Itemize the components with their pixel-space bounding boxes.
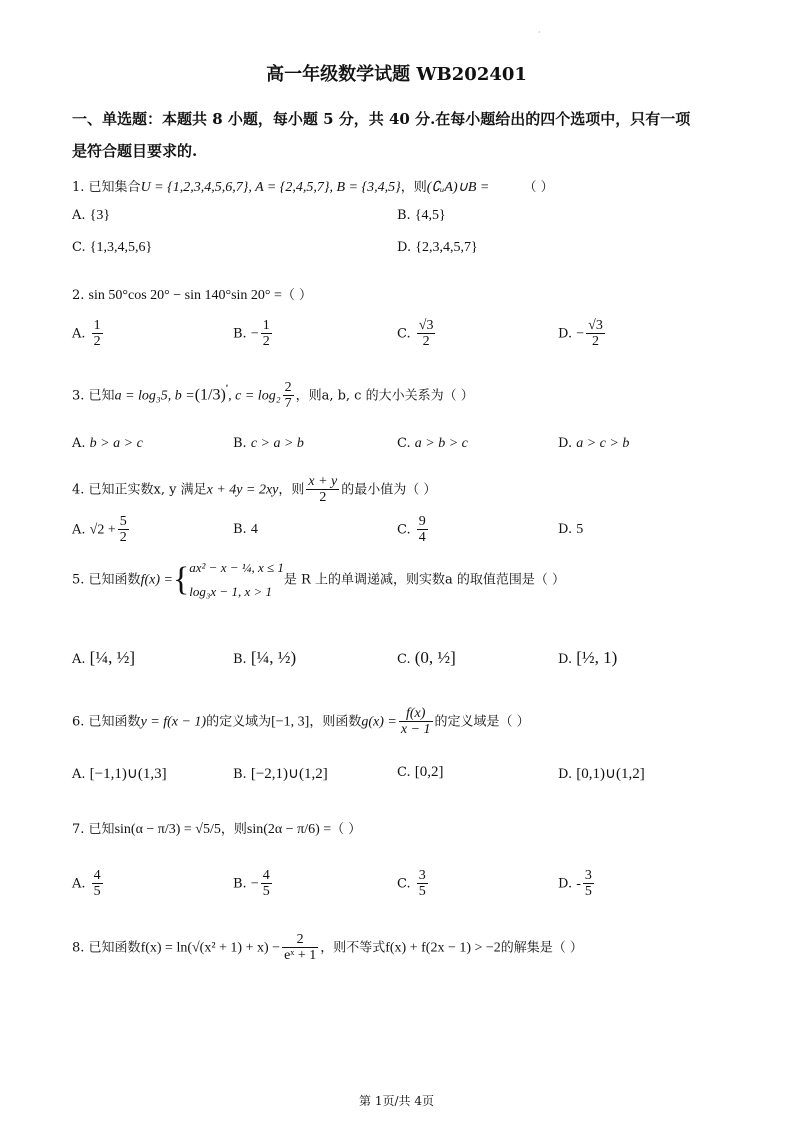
q1-option-d: D. {2,3,4,5,7}: [397, 240, 478, 255]
q5-option-c: C. (0, ½]: [397, 648, 456, 667]
q5-option-d: D. [½, 1): [558, 648, 618, 667]
q5-option-b: B. [¼, ½): [233, 648, 297, 667]
question-2: 2. sin 50°cos 20° − sin 140°sin 20° =（ ）: [72, 288, 313, 303]
q5-piece-2: log₃x − 1, x > 1: [189, 584, 272, 599]
q2-option-d: D. − $\frac{√3}{2}$: [558, 318, 603, 349]
q4-option-c: C. $\frac{9}{4}$: [397, 514, 426, 545]
question-6: 6. 已知函数y = f(x − 1)的定义域为[−1, 3]，则函数g(x) = $\frac{f(x)}{x - 1}$ 的定义域是（ ）: [72, 706, 530, 737]
answer-blank: （ ）: [523, 180, 554, 195]
q3-option-c: C. a > b > c: [397, 436, 468, 451]
q1-tail: (∁ᵤA)∪B =: [426, 180, 490, 195]
question-1: 1. 已知集合U = {1,2,3,4,5,6,7}, A = {2,4,5,7}, B = {3,4,5}，则(∁ᵤA)∪B = （ ）: [72, 180, 554, 195]
section-heading-line2: 是符合题目要求的.: [72, 142, 198, 160]
q2-option-b: B. − $\frac{1}{2}$: [233, 318, 270, 349]
question-8: 8. 已知函数f(x) = ln(√(x² + 1) + x) − $\frac{2}{\text{eˣ + 1}}$ ，则不等式f(x) + f(2x − 1) > −2的解集是（ ）: [72, 932, 583, 963]
q1-option-c: C. {1,3,4,5,6}: [72, 240, 153, 255]
question-4: 4. 已知正实数x, y 满足x + 4y = 2xy，则 $\frac{x + y}{2}$ 的最小值为（ ）: [72, 474, 437, 505]
q6-option-c: C. [0,2]: [397, 764, 444, 780]
q2-expression: sin 50°cos 20° − sin 140°sin 20° =: [88, 288, 282, 303]
q6-option-d: D. [0,1)∪(1,2]: [558, 766, 645, 782]
q2-option-c: C. $\frac{√3}{2}$: [397, 318, 434, 349]
q4-option-a: A. √2 + $\frac{5}{2}$: [72, 514, 127, 545]
q3-option-d: D. a > c > b: [558, 436, 630, 451]
question-3: 3. 已知a = log₃5, $b =(1/3)^ᵉ$, c = log₂ $\frac{2}{7}$ ，则a, b, c 的大小关系为（ ）: [72, 380, 474, 411]
q1-expression: U = {1,2,3,4,5,6,7}, A = {2,4,5,7}, B = {3,4,5}: [140, 180, 401, 195]
q2-option-a: A. $\frac{1}{2}$: [72, 318, 101, 349]
question-5: 5. 已知函数f(x) ={ ax² − x − ¼, x ≤ 1 log₃x − 1, x > 1 是 R 上的单调递减，则实数a 的取值范围是（ ）: [72, 556, 565, 604]
q7-option-a: A. $\frac{4}{5}$: [72, 868, 101, 899]
q1-option-b: B. {4,5}: [397, 208, 446, 223]
q1-option-a: A. {3}: [72, 208, 111, 223]
q4-option-b: B. 4: [233, 522, 258, 537]
question-7: 7. 已知sin(α − π/3) = √5/5，则sin(2α − π/6) =（ ）: [72, 822, 362, 837]
answer-blank: （ ）: [281, 288, 313, 303]
q6-option-a: A. [−1,1)∪(1,3]: [72, 766, 167, 782]
q7-option-c: C. $\frac{3}{5}$: [397, 868, 426, 899]
q3-option-b: B. c > a > b: [233, 436, 304, 451]
section-heading-line1: 一、单选题：本题共 8 小题，每小题 5 分，共 40 分.在每小题给出的四个选项中，只有一项: [72, 110, 691, 128]
scan-mark: ·: [538, 28, 541, 37]
q5-piece-1: ax² − x − ¼, x ≤ 1: [189, 560, 284, 575]
q3-option-a: A. b > a > c: [72, 436, 143, 451]
q7-option-d: D. - $\frac{3}{5}$: [558, 868, 592, 899]
page-title: 高一年级数学试题 WB202401: [266, 64, 527, 85]
q7-option-b: B. − $\frac{4}{5}$: [233, 868, 270, 899]
q5-option-a: A. [¼, ½]: [72, 648, 135, 667]
q6-option-b: B. [−2,1)∪(1,2]: [233, 766, 328, 782]
q4-option-d: D. 5: [558, 522, 584, 537]
page-footer: 第 1页/共 4页: [359, 1094, 434, 1108]
